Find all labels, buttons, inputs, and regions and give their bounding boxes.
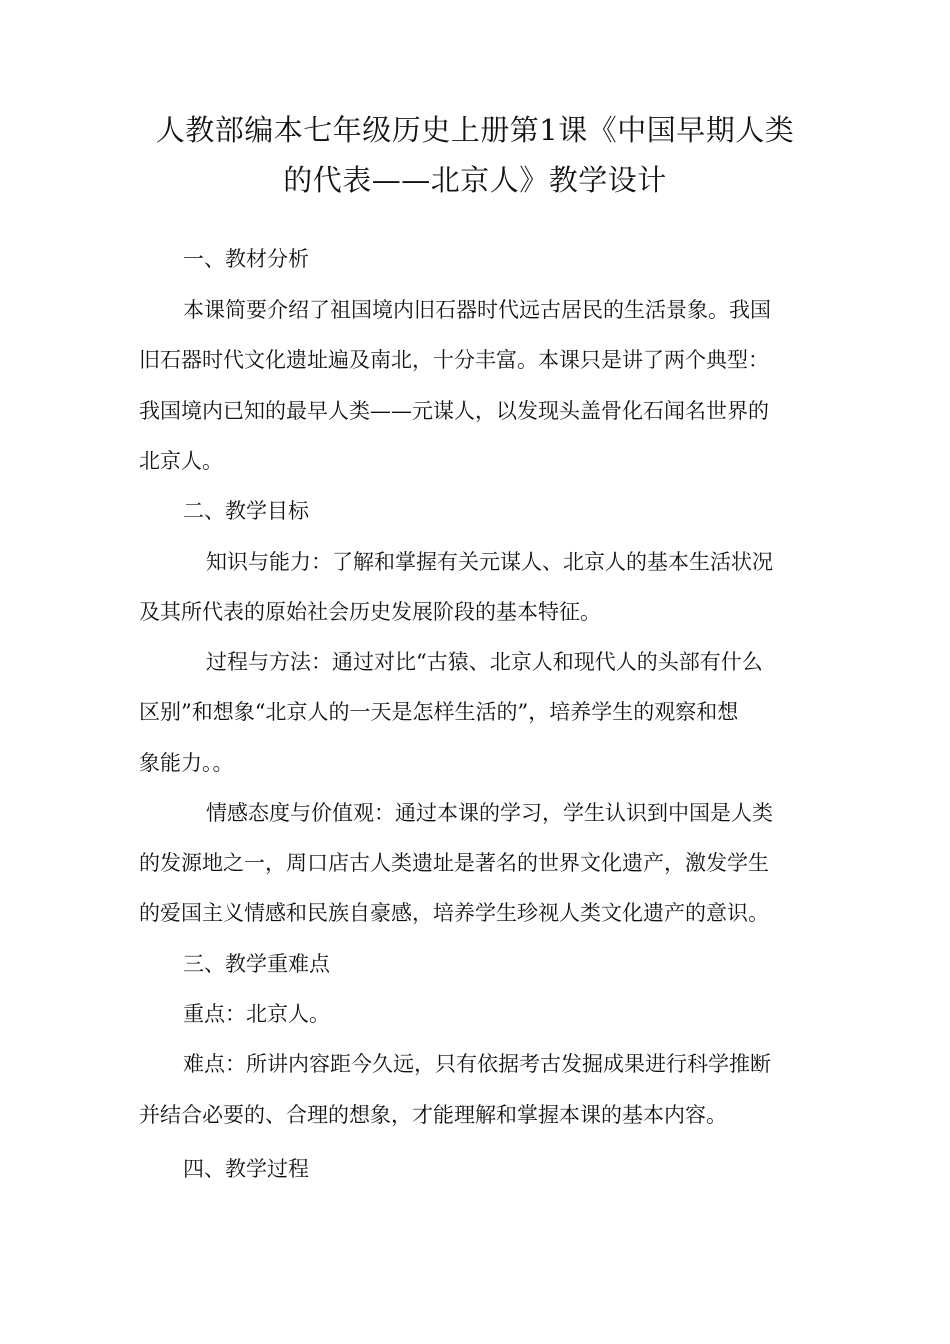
section-heading-teaching-process: 四、教学过程 [183,1157,309,1181]
paragraph-line: 情感态度与价值观：通过本课的学习，学生认识到中国是人类 [206,801,773,825]
paragraph-line: 的爱国主义情感和民族自豪感，培养学生珍视人类文化遗产的意识。 [139,901,769,925]
paragraph-line: 重点：北京人。 [183,1002,330,1026]
paragraph-line: 区别”和想象“北京人的一天是怎样生活的”，培养学生的观察和想 [139,700,739,724]
paragraph-line: 本课简要介绍了祖国境内旧石器时代远古居民的生活景象。我国 [183,298,771,322]
paragraph-line: 过程与方法：通过对比“古猿、北京人和现代人的头部有什么 [206,650,763,674]
document-title-line-1: 人教部编本七年级历史上册第1课《中国早期人类 [155,113,795,147]
paragraph-line: 我国境内已知的最早人类——元谋人，以发现头盖骨化石闻名世界的 [139,399,769,423]
document-title-line-2: 的代表——北京人》教学设计 [283,163,667,197]
section-heading-key-difficult-points: 三、教学重难点 [183,952,330,976]
paragraph-line: 知识与能力：了解和掌握有关元谋人、北京人的基本生活状况 [206,550,773,574]
paragraph-line: 北京人。 [139,449,223,473]
paragraph-line: 象能力。。 [139,751,234,775]
section-heading-teaching-objectives: 二、教学目标 [183,499,309,523]
paragraph-line: 难点：所讲内容距今久远，只有依据考古发掘成果进行科学推断 [183,1052,771,1076]
section-heading-material-analysis: 一、教材分析 [183,247,309,271]
paragraph-line: 及其所代表的原始社会历史发展阶段的基本特征。 [139,600,601,624]
paragraph-line: 旧石器时代文化遗址遍及南北，十分丰富。本课只是讲了两个典型： [139,348,769,372]
paragraph-line: 并结合必要的、合理的想象，才能理解和掌握本课的基本内容。 [139,1103,727,1127]
paragraph-line: 的发源地之一，周口店古人类遗址是著名的世界文化遗产，激发学生 [139,851,769,875]
